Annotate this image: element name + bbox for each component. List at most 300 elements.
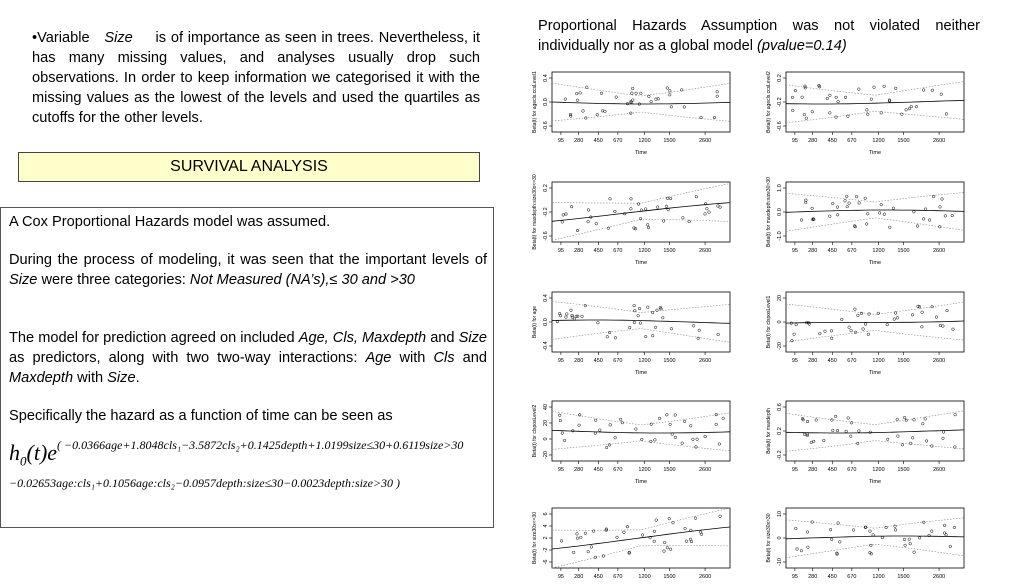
x-axis-label: Time (634, 150, 648, 156)
ci-upper-line (552, 411, 730, 425)
residual-point (581, 315, 584, 318)
residual-point (668, 517, 671, 520)
residual-point (578, 424, 581, 427)
panel-p3 (9, 328, 487, 388)
y-tick-label: -20 (777, 342, 783, 350)
residual-point (564, 98, 567, 101)
residual-point (630, 198, 633, 201)
ci-lower-line (786, 544, 964, 558)
x-axis-label: Time (868, 370, 882, 376)
y-tick-label: 0.4 (543, 294, 549, 302)
residual-point (921, 311, 924, 314)
y-tick-label: 2 (543, 536, 549, 540)
residual-point (695, 446, 698, 449)
residual-point (849, 435, 852, 438)
residual-point (628, 326, 631, 329)
residual-point (646, 224, 649, 227)
residual-point (878, 212, 881, 215)
residual-point (837, 100, 840, 103)
residual-point (698, 329, 701, 332)
x-tick-label: 2600 (698, 574, 712, 578)
residual-point (858, 88, 861, 91)
x-tick-label: 670 (613, 138, 623, 144)
x-tick-label: 1500 (663, 467, 676, 473)
x-tick-label: 95 (791, 574, 798, 578)
p3-size2: Size (107, 370, 136, 386)
ci-upper-line (552, 302, 730, 313)
residual-point (674, 436, 677, 439)
y-tick-label: -2 (543, 547, 549, 553)
x-axis-label: Time (868, 260, 882, 266)
y-tick-label: 40 (543, 403, 549, 411)
residual-point (844, 200, 847, 203)
residual-point (650, 423, 653, 426)
y-tick-label: -0.2 (777, 97, 783, 107)
residual-point (845, 430, 848, 433)
residual-point (856, 442, 859, 445)
residual-point (952, 328, 955, 331)
intro-text: is of importance as seen in trees. Nevertheless, it has many missing values, and analyses usually drop such observations. In order to keep information we categorised it with the missing values as the lowest of the levels and used the quartiles as cutoffs for the other levels. (32, 30, 481, 126)
y-axis-label: Beta(t) for size30x<=30 (532, 512, 538, 564)
residual-point (631, 92, 634, 95)
x-tick-label: 1500 (663, 248, 676, 254)
content-panel (0, 207, 494, 528)
x-axis-label: Time (634, 260, 648, 266)
residual-point (695, 195, 698, 198)
residual-point (924, 418, 927, 421)
residual-point (922, 218, 925, 221)
residual-point (830, 538, 833, 541)
y-axis-label: Beta(t) for agecls.ccsLevel1 (532, 71, 538, 133)
residual-point (949, 545, 952, 548)
residual-point (669, 197, 672, 200)
x-tick-label: 1500 (897, 138, 910, 144)
residual-point (869, 431, 872, 434)
residual-point (566, 313, 569, 316)
residual-point (558, 414, 561, 417)
x-tick-label: 95 (791, 358, 798, 364)
residual-point (575, 315, 578, 318)
residual-point (795, 323, 798, 326)
x-tick-label: 670 (847, 574, 857, 578)
ci-lower-line (552, 329, 730, 343)
residual-point (831, 419, 834, 422)
y-tick-label: 20 (777, 294, 783, 302)
residual-point (563, 439, 566, 442)
x-axis-label: Time (634, 479, 648, 485)
residual-point (647, 306, 650, 309)
residual-point (943, 524, 946, 527)
x-tick-label: 1200 (872, 358, 885, 364)
residual-point (845, 195, 848, 198)
x-tick-label: 1200 (638, 138, 651, 144)
x-tick-label: 95 (791, 138, 798, 144)
residual-point (829, 215, 832, 218)
residual-point (590, 546, 593, 549)
residual-point (633, 304, 636, 307)
residual-point (584, 304, 587, 307)
smooth-line (786, 430, 964, 433)
ci-lower-line (786, 330, 964, 342)
residual-point (694, 517, 697, 520)
residual-point (635, 428, 638, 431)
residual-point (811, 207, 814, 210)
residual-point (632, 99, 635, 102)
x-tick-label: 280 (574, 358, 584, 364)
residual-point (595, 222, 598, 225)
residual-point (580, 536, 583, 539)
y-tick-label: 0 (543, 437, 549, 441)
residual-point (796, 548, 799, 551)
residual-point (644, 335, 647, 338)
y-tick-label: -20 (543, 451, 549, 459)
y-tick-label: -10 (777, 558, 783, 566)
residual-point (587, 550, 590, 553)
residual-point (943, 532, 946, 535)
residual-point (572, 551, 575, 554)
residual-point (823, 439, 826, 442)
residual-point (717, 205, 720, 208)
x-tick-label: 670 (847, 138, 857, 144)
residual-point (894, 525, 897, 528)
x-tick-label: 1500 (663, 358, 676, 364)
x-tick-label: 2600 (698, 358, 712, 364)
ci-lower-line (552, 546, 730, 569)
residual-point (945, 113, 948, 116)
residual-point (641, 438, 644, 441)
residual-point (719, 515, 722, 518)
residual-point (953, 526, 956, 529)
residual-point (600, 92, 603, 95)
residual-point (918, 537, 921, 540)
residual-point (616, 536, 619, 539)
residual-point (576, 99, 579, 102)
residual-point (655, 519, 658, 522)
p3-predictors: Age, Cls, Maxdepth (298, 330, 427, 346)
x-tick-label: 280 (808, 138, 818, 144)
residual-point (669, 548, 672, 551)
residual-point (894, 87, 897, 90)
x-tick-label: 450 (593, 574, 603, 578)
residual-point (883, 85, 886, 88)
x-tick-label: 280 (574, 574, 584, 578)
residual-point (579, 92, 582, 95)
x-tick-label: 2600 (698, 138, 712, 144)
p3-with: with (399, 350, 426, 366)
residual-point (644, 208, 647, 211)
residual-point (806, 420, 809, 423)
residual-point (836, 214, 839, 217)
residual-point (650, 100, 653, 103)
residual-point (803, 433, 806, 436)
residual-point (829, 528, 832, 531)
y-tick-label: 0.0 (543, 318, 549, 326)
residual-point (623, 531, 626, 534)
residual-point (931, 530, 934, 533)
residual-point (939, 324, 942, 327)
y-tick-label: 0.2 (777, 74, 783, 82)
x-tick-label: 1200 (872, 248, 885, 254)
x-tick-label: 450 (593, 138, 603, 144)
ci-upper-line (786, 302, 964, 314)
eq-h-sub: 0 (20, 453, 27, 469)
residual-point (576, 537, 579, 540)
residual-point (619, 418, 622, 421)
residual-point (848, 202, 851, 205)
smooth-line (786, 536, 964, 539)
x-tick-label: 1200 (872, 138, 885, 144)
residual-point (665, 205, 668, 208)
residual-point (880, 203, 883, 206)
schoenfeld-residual-plots (510, 68, 1000, 578)
y-tick-label: 0 (777, 320, 783, 324)
x-tick-label: 2600 (698, 467, 712, 473)
x-tick-label: 1200 (638, 467, 651, 473)
y-tick-label: -0.4 (543, 341, 549, 351)
residual-point (909, 542, 912, 545)
hazard-equation-line1 (9, 438, 463, 469)
y-tick-label: 0 (777, 536, 783, 540)
residual-point (903, 538, 906, 541)
residual-point (653, 540, 656, 543)
residual-point (692, 438, 695, 441)
residual-point (662, 316, 665, 319)
p3-text-a: The model for prediction agreed on included (9, 330, 295, 346)
intro-variable: Size (104, 30, 133, 46)
residual-point (829, 94, 832, 97)
residual-point (586, 86, 589, 89)
residual-point (815, 419, 818, 422)
x-tick-label: 450 (827, 467, 837, 473)
residual-point (561, 221, 564, 224)
x-tick-label: 670 (847, 248, 857, 254)
ci-upper-line (786, 192, 964, 202)
plot-frame (552, 72, 730, 132)
y-axis-label: Beta(t) for maxdepth:size30x<=30 (532, 174, 538, 250)
y-tick-label: -0.2 (543, 207, 549, 217)
ci-upper-line (552, 508, 730, 530)
residual-point (913, 210, 916, 213)
residual-point (680, 89, 683, 92)
residual-point (837, 522, 840, 525)
residual-point (811, 110, 814, 113)
residual-point (713, 116, 716, 119)
residual-point (848, 326, 851, 329)
residual-point (706, 207, 709, 210)
residual-point (819, 332, 822, 335)
residual-point (700, 116, 703, 119)
residual-point (894, 312, 897, 315)
residual-point (870, 98, 873, 101)
residual-point (672, 521, 675, 524)
residual-point (889, 226, 892, 229)
y-tick-label: -0.2 (777, 450, 783, 460)
x-tick-label: 1500 (897, 574, 910, 578)
residual-point (886, 438, 889, 441)
smooth-line (786, 101, 964, 105)
residual-point (803, 113, 806, 116)
residual-point (836, 429, 839, 432)
y-tick-label: 0.4 (543, 74, 549, 82)
residual-point (684, 527, 687, 530)
residual-point (792, 109, 795, 112)
residual-point (924, 208, 927, 211)
residual-point (854, 331, 857, 334)
residual-point (834, 415, 837, 418)
residual-point (881, 536, 884, 539)
residual-point (599, 429, 602, 432)
residual-point (911, 437, 914, 440)
residual-point (896, 418, 899, 421)
residual-point (651, 311, 654, 314)
residual-point (925, 440, 928, 443)
x-tick-label: 670 (847, 358, 857, 364)
y-tick-label: -0.6 (543, 121, 549, 131)
residual-point (866, 213, 869, 216)
residual-point (674, 414, 677, 417)
y-axis-label: Beta(t) for maxdepth:size30>30 (766, 177, 772, 247)
residual-point (704, 213, 707, 216)
residual-point (877, 312, 880, 315)
residual-point (951, 214, 954, 217)
residual-point (683, 420, 686, 423)
plot-frame (786, 72, 964, 132)
x-tick-label: 95 (557, 138, 564, 144)
residual-point (841, 318, 844, 321)
x-tick-label: 1200 (872, 467, 885, 473)
y-axis-label: Beta(t) for agecls.ccsLevel2 (766, 71, 772, 133)
x-axis-label: Time (634, 370, 648, 376)
residual-point (897, 435, 900, 438)
residual-point (944, 215, 947, 218)
residual-point (857, 314, 860, 317)
y-tick-label: 4 (543, 524, 549, 528)
residual-point (893, 318, 896, 321)
residual-point (873, 86, 876, 89)
eq-h: h (9, 440, 20, 465)
residual-point (794, 89, 797, 92)
residual-point (666, 197, 669, 200)
smooth-line (552, 430, 730, 433)
residual-point (670, 328, 673, 331)
residual-point (658, 417, 661, 420)
residual-point (892, 207, 895, 210)
p3-size: Size (458, 330, 488, 346)
x-tick-label: 95 (557, 248, 564, 254)
p2-text-b: were three categories: (41, 272, 186, 288)
x-tick-label: 670 (613, 467, 623, 473)
x-tick-label: 1500 (897, 358, 910, 364)
residual-point (942, 325, 945, 328)
x-tick-label: 450 (593, 248, 603, 254)
residual-point (908, 538, 911, 541)
residual-point (663, 550, 666, 553)
residual-point (717, 333, 720, 336)
y-tick-label: 6 (543, 512, 549, 516)
y-axis-label: Beta(t) for clsposLevel1 (766, 295, 772, 349)
residual-point (901, 444, 904, 447)
residual-point (804, 87, 807, 90)
residual-point (609, 198, 612, 201)
residual-point (793, 333, 796, 336)
p3-with2: with (77, 370, 104, 386)
residual-point (910, 105, 913, 108)
x-tick-label: 280 (574, 248, 584, 254)
residual-point (689, 538, 692, 541)
y-tick-label: 20 (543, 419, 549, 427)
residual-point (635, 92, 638, 95)
y-axis-label: Beta(t) for maxdepth (766, 408, 772, 454)
residual-point (835, 96, 838, 99)
residual-point (558, 312, 561, 315)
residual-point (634, 309, 637, 312)
residual-point (915, 105, 918, 108)
residual-point (931, 89, 934, 92)
residual-point (663, 541, 666, 544)
residual-point (653, 530, 656, 533)
residual-point (805, 117, 808, 120)
x-tick-label: 2600 (932, 358, 946, 364)
residual-point (608, 331, 611, 334)
residual-point (862, 328, 865, 331)
residual-point (560, 540, 563, 543)
x-tick-label: 1500 (897, 248, 910, 254)
y-tick-label: 0.0 (777, 208, 783, 216)
smooth-line (786, 210, 964, 212)
y-tick-label: -0.6 (543, 231, 549, 241)
x-tick-label: 95 (791, 248, 798, 254)
residual-point (896, 317, 899, 320)
smooth-line (786, 321, 964, 323)
y-tick-label: 0.6 (777, 403, 783, 411)
residual-point (670, 106, 673, 109)
x-tick-label: 280 (574, 467, 584, 473)
residual-point (905, 109, 908, 112)
intro-bullet: •Variable (32, 30, 90, 46)
x-tick-label: 2600 (932, 248, 946, 254)
panel-p1: A Cox Proportional Hazards model was assumed. (9, 214, 331, 230)
x-tick-label: 1500 (663, 574, 676, 578)
residual-point (954, 413, 957, 416)
x-tick-label: 95 (557, 467, 564, 473)
residual-point (918, 306, 921, 309)
x-tick-label: 2600 (932, 138, 946, 144)
residual-point (584, 532, 587, 535)
panel-p2 (9, 250, 487, 290)
residual-point (830, 337, 833, 340)
residual-point (870, 544, 873, 547)
ci-lower-line (552, 441, 730, 451)
residual-point (648, 95, 651, 98)
residual-point (954, 446, 957, 449)
panel-p4: Specifically the hazard as a function of time can be seen as (9, 408, 393, 424)
residual-point (858, 202, 861, 205)
y-tick-label: 1.0 (777, 184, 783, 192)
right-title-pvalue: (pvalue=0.14) (757, 38, 847, 54)
residual-point (596, 113, 599, 116)
p3-age: Age (365, 350, 392, 366)
residual-point (696, 438, 699, 441)
plot-frame (786, 182, 964, 242)
residual-point (716, 95, 719, 98)
residual-point (609, 424, 612, 427)
residual-point (864, 323, 867, 326)
residual-point (854, 308, 857, 311)
residual-point (869, 530, 872, 533)
x-tick-label: 2600 (932, 467, 946, 473)
residual-point (565, 316, 568, 319)
residual-point (846, 205, 849, 208)
